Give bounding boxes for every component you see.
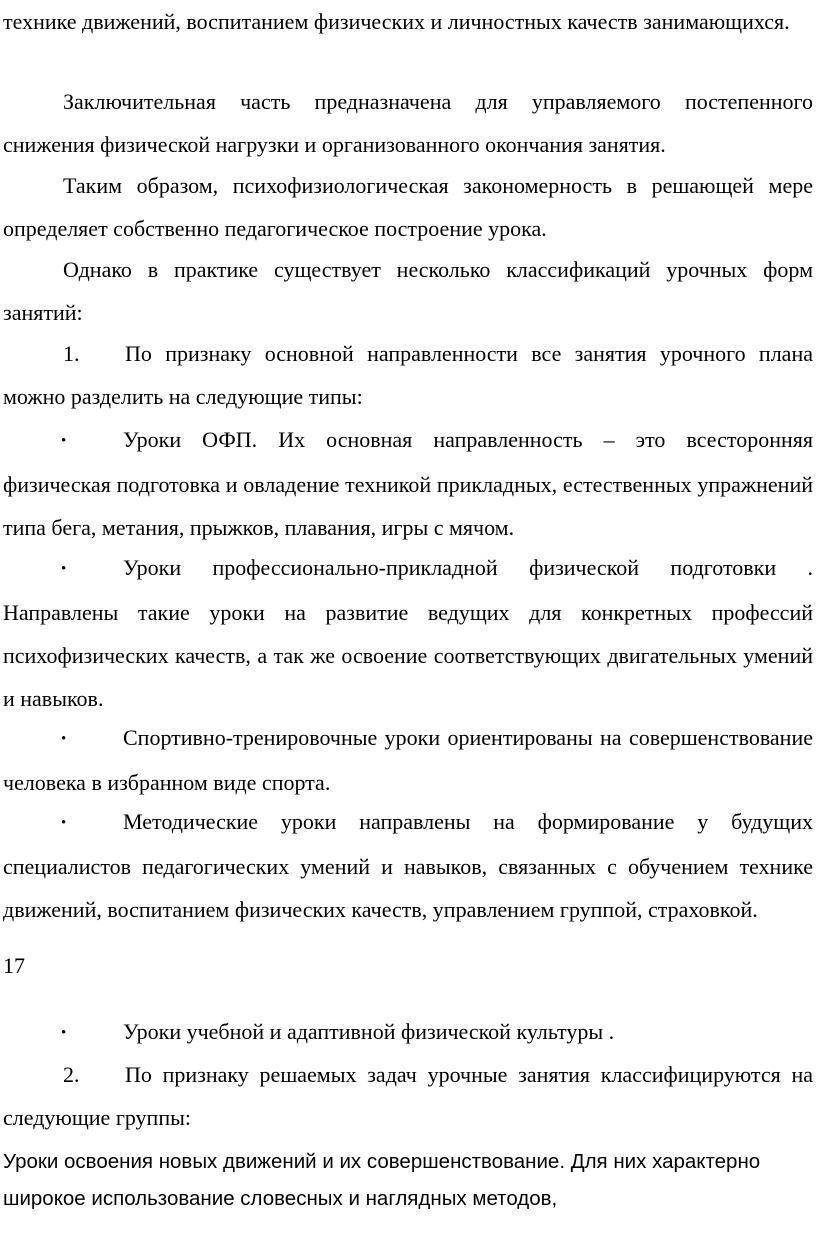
bullet-icon: • [61,731,67,747]
numbered-item-1 [3,332,813,418]
bullet-text: Уроки учебной и адаптивной физической культуры . [123,1019,615,1044]
bullet-icon: • [61,815,67,831]
bullet-item-adaptive [3,1010,813,1055]
paragraph-classifications: Однако в практике существует несколько классификаций урочных форм занятий: [3,257,813,325]
bullet-text: Уроки профессионально-прикладной физической подготовки . Направлены такие уроки на развитие ведущих для конкретных профессий психофизических качеств, а так же освоение соответствующих двигательных умений и навыков. [3,555,813,711]
bullet-text: Уроки ОФП. Их основная направленность – это всесторонняя физическая подготовка и овладение техникой прикладных, естественных упражнений типа бега, метания, прыжков, плавания, игры с мячом. [3,427,813,540]
page-number: 17 [3,953,25,978]
bullet-item-ofp [3,418,813,549]
numbered-text: По признаку основной направленности все занятия урочного плана можно разделить на следующие типы: [3,341,813,409]
bullet-item-methodical [3,800,813,931]
numbered-item-2 [3,1053,813,1139]
paragraph-conclusion: Таким образом, психофизиологическая закономерность в решающей мере определяет собственно педагогическое построение урока. [3,173,813,241]
paragraph-final-part: Заключительная часть предназначена для управляемого постепенного снижения физической нагрузки и организованного окончания занятия. [3,89,813,157]
bullet-icon: • [61,1025,67,1041]
numbered-marker: 1. [63,341,80,366]
numbered-text: По признаку решаемых задач урочные занятия классифицируются на следующие группы: [3,1062,813,1130]
paragraph-continuation: технике движений, воспитанием физических и личностных качеств занимающихся. [3,9,790,34]
bullet-icon: • [61,561,67,577]
bullet-icon: • [61,433,67,449]
numbered-marker: 2. [63,1062,80,1087]
bullet-item-ppfp [3,546,813,720]
paragraph-new-movements: Уроки освоения новых движений и их совершенствование. Для них характерно широкое использование словесных и наглядных методов, [3,1150,761,1210]
bullet-item-sport [3,716,813,804]
bullet-text: Методические уроки направлены на формирование у будущих специалистов педагогических умений и навыков, связанных с обучением технике движений, воспитанием физических качеств, управлением группой, страховкой. [3,809,813,922]
bullet-text: Спортивно-тренировочные уроки ориентированы на совершенствование человека в избранном виде спорта. [3,725,813,795]
